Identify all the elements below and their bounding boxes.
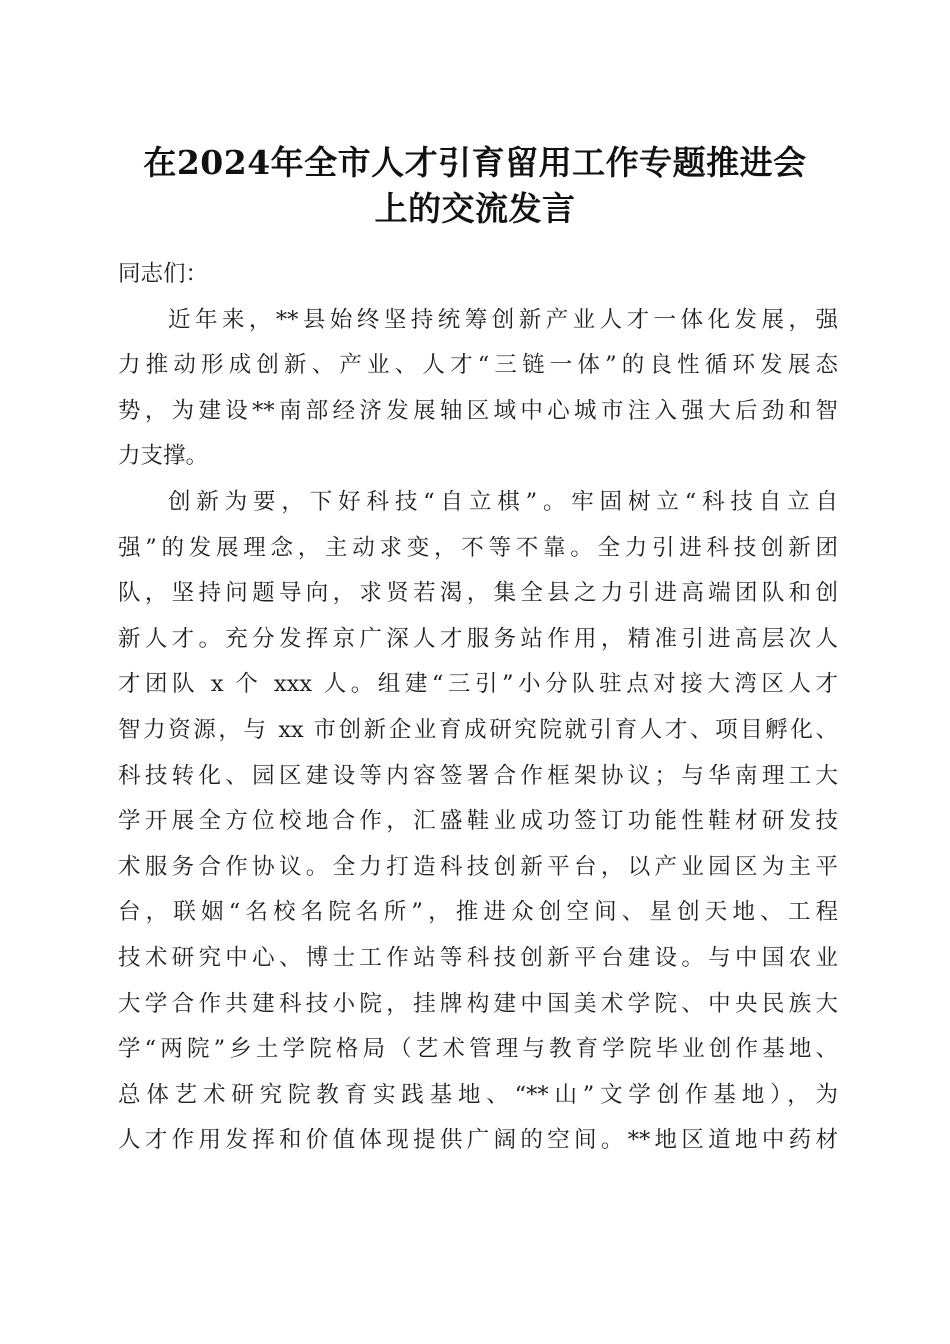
paragraph-line: 大学合作共建科技小院，挂牌构建中国美术学院、中央民族大: [118, 990, 838, 1017]
paragraph-line: 才团队 x 个 xxx 人。组建“三引”小分队驻点对接大湾区人才: [118, 671, 838, 698]
salutation: 同志们：: [118, 261, 209, 287]
paragraph-line: 学“两院”乡土学院格局（艺术管理与教育学院毕业创作基地、: [118, 1036, 838, 1063]
title-line-1: 在2024年全市人才引育留用工作专题推进会: [143, 143, 807, 182]
paragraph-line: 智力资源，与 xx 市创新企业育成研究院就引育人才、项目孵化、: [118, 716, 838, 743]
paragraph-line: 技术研究中心、博士工作站等科技创新平台建设。与中国农业: [118, 944, 838, 971]
paragraph-1: [118, 298, 838, 480]
paragraph-line: 学开展全方位校地合作，汇盛鞋业成功签订功能性鞋材研发技: [118, 808, 838, 835]
paragraph-line: 强”的发展理念，主动求变，不等不靠。全力引进科技创新团: [118, 534, 838, 561]
document-body: [118, 252, 838, 1164]
paragraph-line: 力推动形成创新、产业、人才“三链一体”的良性循环发展态: [118, 352, 838, 379]
paragraph-line: 术服务合作协议。全力打造科技创新平台，以产业园区为主平: [118, 853, 838, 880]
paragraph-line: 台，联姻“名校名院名所”，推进众创空间、星创天地、工程: [118, 899, 838, 926]
paragraph-line: 力支撑。: [118, 443, 209, 470]
paragraph-line: 近年来，**县始终坚持统筹创新产业人才一体化发展，强: [168, 306, 838, 333]
paragraph-line: 势，为建设**南部经济发展轴区域中心城市注入强大后劲和智: [118, 397, 838, 424]
paragraph-line: 新人才。充分发挥京广深人才服务站作用，精准引进高层次人: [118, 625, 838, 652]
title-line-2: 上的交流发言: [374, 189, 576, 228]
paragraph-line: 总体艺术研究院教育实践基地、“**山”文学创作基地），为: [118, 1081, 838, 1108]
paragraph-line: 队，坚持问题导向，求贤若渴，集全县之力引进高端团队和创: [118, 580, 838, 607]
paragraph-line: 科技转化、园区建设等内容签署合作框架协议；与华南理工大: [118, 762, 838, 789]
paragraph-line: 人才作用发挥和价值体现提供广阔的空间。**地区道地中药材: [118, 1127, 838, 1154]
document-title: [0, 140, 950, 232]
paragraph-2: [118, 480, 838, 1164]
paragraph-line: 创新为要，下好科技“自立棋”。牢固树立“科技自立自: [168, 488, 838, 515]
